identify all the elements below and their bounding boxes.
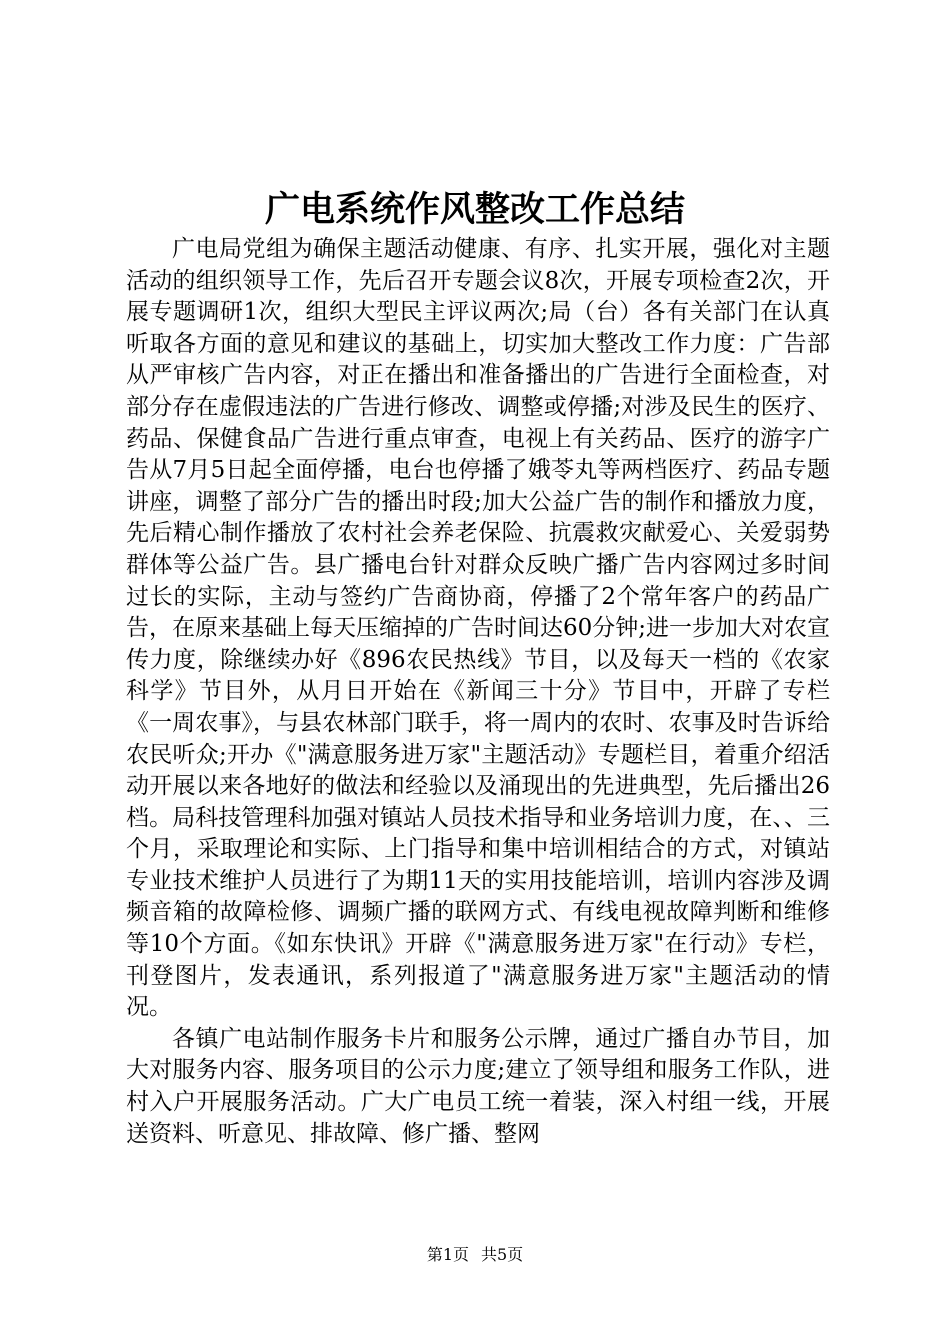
body-paragraph: 各镇广电站制作服务卡片和服务公示牌，通过广播自办节目，加大对服务内容、服务项目的公示力度;建立了领导组和服务工作队，进村入户开展服务活动。广大广电员工统一着装，深入村组一线，开展送资料、听意见、排故障、修广播、整网 <box>126 1025 830 1147</box>
body-paragraph: 广电局党组为确保主题活动健康、有序、扎实开展，强化对主题活动的组织领导工作，先后召开专题会议8次，开展专项检查2次，开展专题调研1次，组织大型民主评议两次;局（台）各有关部门在认真听取各方面的意见和建议的基础上，切实加大整改工作力度：广告部从严审核广告内容，对正在播出和准备播出的广告进行全面检查，对部分存在虚假违法的广告进行修改、调整或停播;对涉及民生的医疗、药品、保健食品广告进行重点审查，电视上有关药品、医疗的游字广告从7月5日起全面停播，电台也停播了娥苓丸等两档医疗、药品专题讲座，调整了部分广告的播出时段;加大公益广告的制作和播放力度，先后精心制作播放了农村社会养老保险、抗震救灾献爱心、关爱弱势群体等公益广告。县广播电台针对群众反映广播广告内容网过多时间过长的实际，主动与签约广告商协商，停播了2个常年客户的药品广告，在原来基础上每天压缩掉的广告时间达60分钟;进一步加大对农宣传力度，除继续办好《896农民热线》节目，以及每天一档的《农家科学》节目外，从月日开始在《新闻三十分》节目中，开辟了专栏《一周农事》，与县农林部门联手，将一周内的农时、农事及时告诉给农民听众;开办《"满意服务进万家"主题活动》专题栏目，着重介绍活动开展以来各地好的做法和经验以及涌现出的先进典型，先后播出26档。局科技管理科加强对镇站人员技术指导和业务培训力度，在、、三个月，采取理论和实际、上门指导和集中培训相结合的方式，对镇站专业技术维护人员进行了为期11天的实用技能培训，培训内容涉及调频音箱的故障检修、调频广播的联网方式、有线电视故障判断和维修等10个方面。《如东快讯》开辟《"满意服务进万家"在行动》专栏，刊登图片，发表通讯，系列报道了"满意服务进万家"主题活动的情况。 <box>126 236 831 1021</box>
page-total: 共5页 <box>481 1245 524 1264</box>
document-title: 广电系统作风整改工作总结 <box>264 189 685 230</box>
document-body <box>126 234 830 1150</box>
page-footer <box>0 1244 950 1266</box>
page-number: 第1页 <box>426 1245 469 1264</box>
